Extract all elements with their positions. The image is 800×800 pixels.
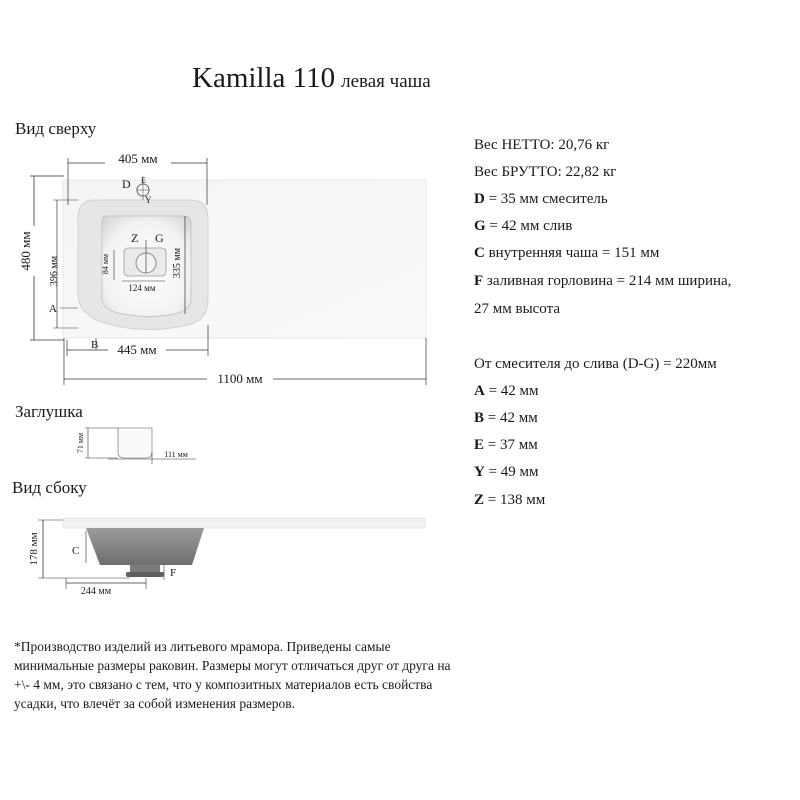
plug-view-drawing — [76, 428, 196, 464]
spec-z: Z = 138 мм — [474, 492, 546, 508]
dim-124: 124 мм — [128, 283, 156, 293]
side-view-label: Вид сбоку — [12, 478, 87, 497]
dim-396: 396 мм — [49, 255, 60, 287]
marker-g: G — [155, 231, 164, 245]
marker-e: E — [141, 176, 146, 185]
dim-71: 71 мм — [76, 432, 85, 454]
dim-480: 480 мм — [18, 231, 33, 271]
dim-244: 244 мм — [80, 586, 112, 597]
technical-drawing — [0, 0, 470, 620]
dim-405: 405 мм — [118, 151, 158, 166]
marker-z: Z — [131, 231, 139, 245]
spec-gross-weight: Вес БРУТТО: 22,82 кг — [474, 164, 617, 180]
model-name: Kamilla 110 — [192, 62, 336, 94]
spec-f: F заливная горловина = 214 мм ширина, — [474, 273, 732, 289]
marker-c: C — [72, 545, 80, 557]
marker-b: B — [91, 339, 99, 351]
side-view-drawing — [28, 518, 425, 597]
dim-335: 335 мм — [172, 247, 183, 279]
marker-d: D — [122, 177, 131, 191]
model-variant: левая чаша — [341, 71, 431, 92]
spec-d-g-distance: От смесителя до слива (D-G) = 220мм — [474, 356, 717, 372]
footnote: *Производство изделий из литьевого мрамора. Приведены самые минимальные размеры раковин. Размеры могут отличаться друг от друга на +\- 4 мм, это связано с тем, что у композитных материалов есть свойства усадки, что влечёт за собой изменения размеров. — [14, 639, 451, 711]
spec-a: A = 42 мм — [474, 383, 539, 399]
marker-a: A — [49, 303, 57, 315]
spec-net-weight: Вес НЕТТО: 20,76 кг — [474, 137, 610, 153]
plug-view-label: Заглушка — [15, 402, 83, 421]
top-view-label: Вид сверху — [15, 119, 97, 138]
top-view-drawing — [16, 151, 426, 386]
spec-e: E = 37 мм — [474, 437, 538, 453]
spec-c: C внутренняя чаша = 151 мм — [474, 245, 660, 261]
spec-d: D = 35 мм смеситель — [474, 191, 608, 207]
dim-1100: 1100 мм — [217, 371, 263, 386]
side-bowl — [86, 528, 204, 565]
dim-178: 178 мм — [28, 532, 40, 566]
spec-f-height: 27 мм высота — [474, 301, 561, 317]
dim-445: 445 мм — [117, 342, 157, 357]
side-drain — [130, 565, 160, 573]
spec-g: G = 42 мм слив — [474, 218, 573, 234]
marker-y: Y — [145, 195, 152, 205]
spec-y: Y = 49 мм — [474, 464, 539, 480]
spec-b: B = 42 мм — [474, 410, 538, 426]
side-countertop — [63, 518, 425, 528]
dim-111: 111 мм — [164, 450, 188, 459]
dim-84: 84 мм — [101, 253, 110, 275]
marker-f: F — [170, 567, 177, 579]
